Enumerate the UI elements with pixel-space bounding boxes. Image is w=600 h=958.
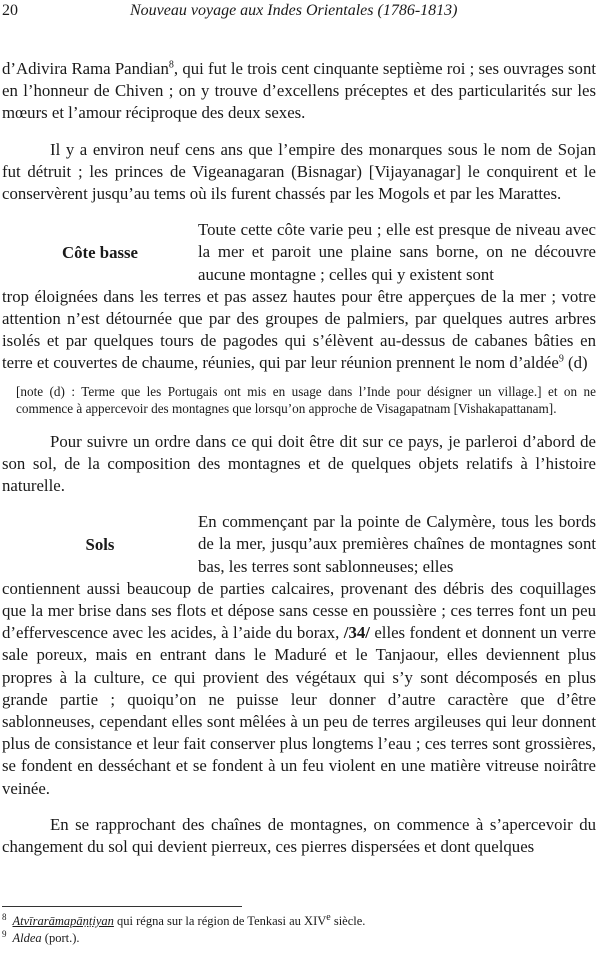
paragraph-4: En se rapprochant des chaînes de montagnes, on commence à s’apercevoir du changement du sol qui devient pierreux, ces pierres dispersées et dont quelques xyxy=(2,814,596,857)
section-sols-text-a: contiennent aussi beaucoup de parties calcaires, provenant des débris des coquillages que la mer brise dans ses flots et dépose sans cesse en poussière ; ces terres font un peu d’effervescence avec les acides, à l’aide du borax, xyxy=(2,578,596,643)
section-sols-text-b: elles fondent et donnent un verre sale poreux, mais en entrant dans le Maduré et le Tanjaour, elles deviennent plus propres à la culture, ce qui provient des végétaux qui s’y sont décomposés en plus grande partie ; quoiqu’on ne puisse leur donner d’autre caractère que d’être sablonneuses, cependant elles sont mêlées à un peu de terres argileuses qui leur donnent plus de consistance et leur fait conserver plus longtems l’eau ; ces terres sont grossières, se fondent en desséchant et se fondent à un feu violent en une matière vitreuse noirâtre veinée. xyxy=(2,623,596,798)
footnote-text: (port.). xyxy=(41,931,80,945)
section-cote-basse-text: trop éloignées dans les terres et pas assez hautes pour être apperçues de la mer ; votre attention n’est détournée que par des groupes de palmiers, par quelques autres arbres isolés et par quelques tours de pagodes qui s’élèvent au-dessus de cabanes bâties en terre et couvertes de chaume, réunies, qui par leur réunion prennent le nom d’aldée xyxy=(2,286,596,373)
footnotes xyxy=(2,906,596,947)
footnote-ref-9[interactable]: 9 xyxy=(558,353,564,365)
body-text xyxy=(2,58,596,858)
running-title: Nouveau voyage aux Indes Orientales (1786-1813) xyxy=(130,2,458,19)
section-sols-continuation xyxy=(2,578,596,800)
footnote-ref-8[interactable]: 8 xyxy=(168,59,174,71)
page-number: 20 xyxy=(2,2,18,19)
footnote-9 xyxy=(2,930,596,947)
section-cote-basse xyxy=(2,219,596,286)
note-d-block: [note (d) : Terme que les Portugais ont mis en usage dans l’Inde pour désigner un village.] et on ne commence à appercevoir des montagnes que lorsqu’on approche de Visagapatnam [Vishakapattanam]. xyxy=(16,383,596,417)
paragraph-1-start: d’Adivira Rama Pandian xyxy=(2,59,169,78)
margin-heading-sols: Sols xyxy=(85,534,115,554)
page-header xyxy=(0,2,600,24)
section-cote-basse-continuation xyxy=(2,286,596,375)
paragraph-3: Pour suivre un ordre dans ce qui doit être dit sur ce pays, je parleroi d’abord de son sol, de la composition des montagnes et de quelques objets relatifs à l’histoire naturelle. xyxy=(2,431,596,496)
footnote-term: Atvīrarāmapāṇṭiyaṉ xyxy=(12,914,114,928)
paragraph-1 xyxy=(2,58,596,125)
section-sols-aside-text: En commençant par la pointe de Calymère, tous les bords de la mer, jusqu’aux premières chaînes de montagnes sont bas, les terres sont sablonneuses; elles xyxy=(198,512,596,576)
footnote-number: 8 xyxy=(2,911,7,922)
paragraph-1-rest: , qui fut le trois cent cinquante septième roi ; ses ouvrages sont en l’honneur de Chiven ; on y trouve d’excellens préceptes et des particularités sur les mœurs et l’amour réciproque des deux sexes. xyxy=(2,59,597,123)
section-cote-basse-aside-text: Toute cette côte varie peu ; elle est presque de niveau avec la mer et paroit une plaine sans borne, on ne découvre aucune montagne ; celles qui y existent sont xyxy=(198,220,596,284)
footnote-text: qui régna sur la région de Tenkasi au XIV xyxy=(113,914,327,928)
section-sols xyxy=(2,511,596,578)
footnote-superscript: e xyxy=(326,911,331,923)
footnote-8 xyxy=(2,913,596,930)
footnote-term: Aldea xyxy=(12,931,42,945)
footnote-separator xyxy=(2,906,242,907)
page-marker: /34/ xyxy=(343,623,370,643)
margin-heading-cote-basse: Côte basse xyxy=(62,242,138,262)
paragraph-2: Il y a environ neuf cens ans que l’empire des monarques sous le nom de Sojan fut détruit ; les princes de Vigeanagaran (Bisnagar) [Vijayanagar] le conquirent et le conservèrent jusqu’au tems où ils furent chassés par les Mogols et par les Marattes. xyxy=(2,139,596,204)
note-ref-d: (d) xyxy=(563,353,588,373)
footnote-number: 9 xyxy=(2,928,7,939)
footnote-text-end: siècle. xyxy=(330,914,366,928)
